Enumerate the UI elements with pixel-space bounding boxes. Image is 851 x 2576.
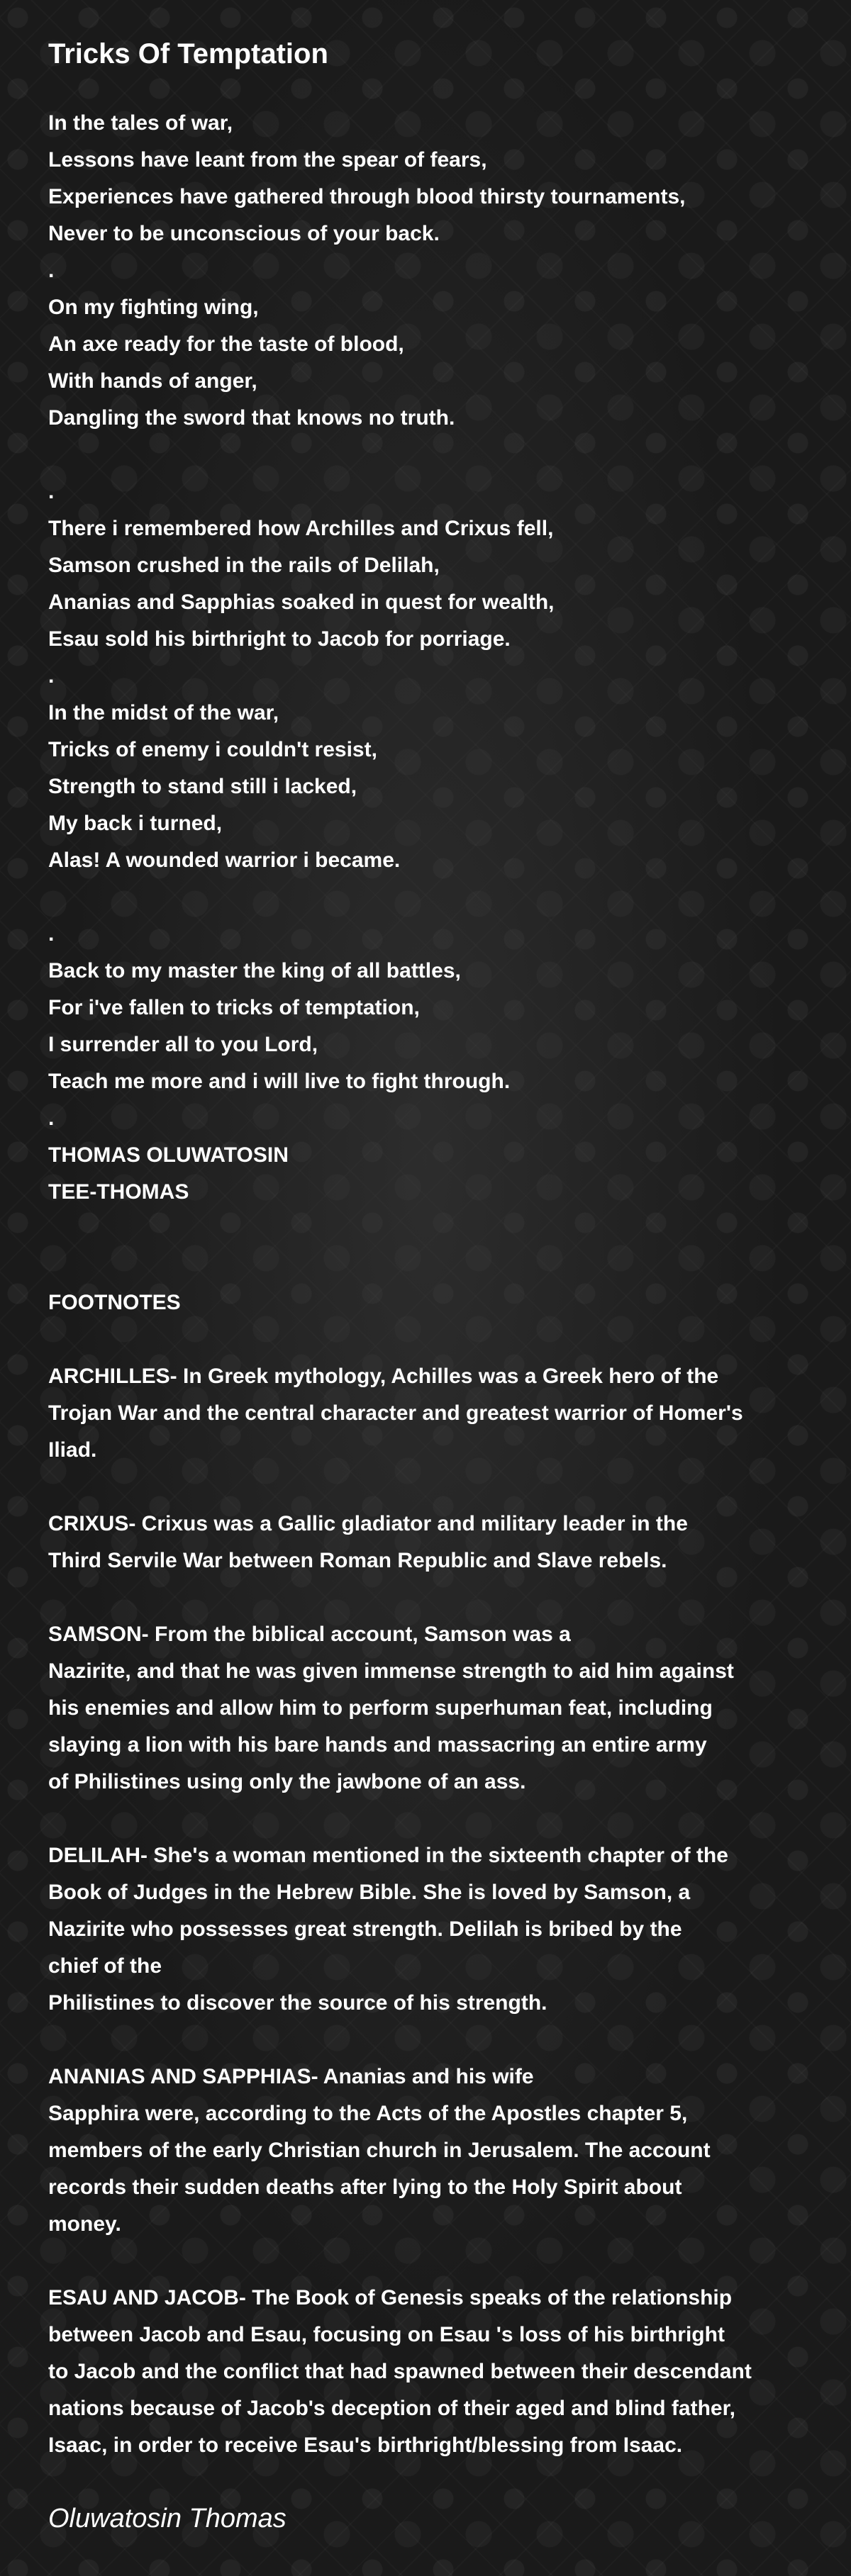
poem-body: In the tales of war, Lessons have leant from the spear of fears, Experiences have gathered through blood thirsty tournaments, Never to be unconscious of your back. . On my fighting wing, An axe ready for the taste of blood, With hands of anger, Dangling the sword that knows no truth. . There i remembered how Archilles and Crixus fell, Samson crushed in the rails of Delilah, Ananias and Sapphias soaked in quest for wealth, Esau sold his birthright to Jacob for porriage. . In the midst of the war, Tricks of enemy i couldn't resist, Strength to stand still i lacked, My back i turned, Alas! A wounded warrior i became. . Back to my master the king of all battles, For i've fallen to tricks of temptation, I surrender all to you Lord, Teach me more and i will live to fight through. . THOMAS OLUWATOSIN TEE-THOMAS FOOTNOTES ARCHILLES- In Greek mythology, Achilles was a Greek hero of the Trojan War and the central character and greatest warrior of Homer's Iliad. CRIXUS- Crixus was a Gallic gladiator and military leader in the Third Servile War between Roman Republic and Slave rebels. SAMSON- From the biblical account, Samson was a Nazirite, and that he was given immense strength to aid him against his enemies and allow him to perform superhuman feat, including slaying a lion with his bare hands and massacring an entire army of Philistines using only the jawbone of an ass. DELILAH- She's a woman mentioned in the sixteenth chapter of the Book of Judges in the Hebrew Bible. She is loved by Samson, a Nazirite who possesses great strength. Delilah is bribed by the chief of the Philistines to discover the source of his strength. ANANIAS AND SAPPHIAS- Ananias and his wife Sapphira were, according to the Acts of the Apostles chapter 5, members of the early Christian church in Jerusalem. The account records their sudden deaths after lying to the Holy Spirit about money. ESAU AND JACOB- The Book of Genesis speaks of the relationship between Jacob and Esau, focusing on Esau 's loss of his birthright to Jacob and the conflict that had spawned between their descendant nations because of Jacob's deception of their aged and blind father, Isaac, in order to receive Esau's birthright/blessing from Isaac.: [48, 111, 752, 2457]
poem-title: Tricks Of Temptation: [48, 38, 328, 69]
poem-author: Oluwatosin Thomas: [48, 2504, 287, 2533]
